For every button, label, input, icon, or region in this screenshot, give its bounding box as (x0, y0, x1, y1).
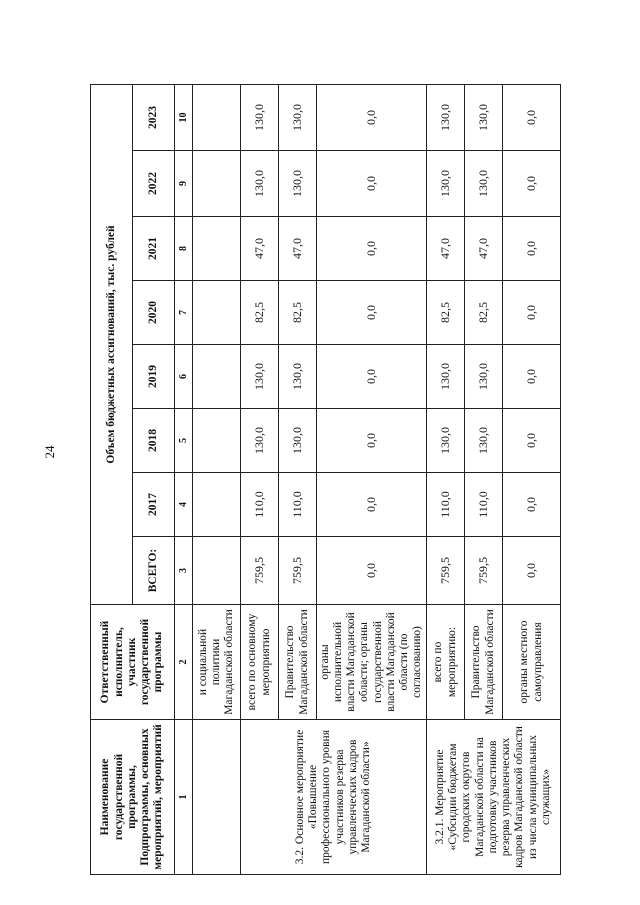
column-number: 7 (175, 281, 193, 345)
executor-cell: органы местного самоуправления (503, 605, 561, 720)
value-cell: 0,0 (317, 217, 427, 281)
year-header: 2018 (133, 409, 175, 473)
column-number: 3 (175, 537, 193, 605)
value-cell: 130,0 (241, 151, 279, 217)
table-row (193, 85, 241, 875)
value-cell: 0,0 (503, 217, 561, 281)
year-header: 2020 (133, 281, 175, 345)
value-cell (193, 473, 241, 537)
value-cell: 110,0 (241, 473, 279, 537)
value-cell: 130,0 (465, 409, 503, 473)
value-cell: 0,0 (503, 537, 561, 605)
executor-cell: и социальной политики Магаданской области (193, 605, 241, 720)
value-cell (193, 537, 241, 605)
year-header: 2017 (133, 473, 175, 537)
value-cell: 0,0 (503, 281, 561, 345)
value-cell: 0,0 (317, 151, 427, 217)
page-number: 24 (42, 445, 57, 459)
value-cell: 130,0 (241, 345, 279, 409)
value-cell (193, 281, 241, 345)
value-cell: 130,0 (427, 85, 465, 151)
executor-column-header: Ответственный исполнитель, участник государственной программы (91, 605, 175, 720)
value-cell (193, 151, 241, 217)
value-cell: 82,5 (427, 281, 465, 345)
name-column-header: Наименование государственной программы, Подпрограммы, основных мероприятий, мероприятий (91, 720, 175, 875)
header-row (91, 85, 133, 875)
table-row (241, 85, 279, 875)
value-cell: 47,0 (241, 217, 279, 281)
value-cell: 130,0 (427, 345, 465, 409)
value-cell: 0,0 (503, 473, 561, 537)
value-cell: 759,5 (279, 537, 317, 605)
value-cell: 130,0 (465, 151, 503, 217)
value-cell: 130,0 (279, 151, 317, 217)
rotated-table-container (90, 85, 560, 875)
year-header: 2021 (133, 217, 175, 281)
value-cell: 110,0 (465, 473, 503, 537)
value-cell: 47,0 (279, 217, 317, 281)
value-cell: 0,0 (503, 151, 561, 217)
value-cell: 130,0 (279, 409, 317, 473)
value-cell: 130,0 (427, 151, 465, 217)
budget-group-header: Объем бюджетных ассигнований, тыс. рублей (91, 85, 133, 605)
value-cell (193, 345, 241, 409)
value-cell: 130,0 (427, 409, 465, 473)
executor-cell: Правительство Магаданской области (465, 605, 503, 720)
value-cell: 130,0 (241, 85, 279, 151)
value-cell: 47,0 (465, 217, 503, 281)
column-number: 10 (175, 85, 193, 151)
value-cell: 0,0 (317, 537, 427, 605)
value-cell: 130,0 (279, 345, 317, 409)
value-cell: 0,0 (503, 409, 561, 473)
value-cell: 0,0 (317, 281, 427, 345)
value-cell (193, 85, 241, 151)
value-cell: 47,0 (427, 217, 465, 281)
value-cell: 0,0 (503, 85, 561, 151)
column-number: 9 (175, 151, 193, 217)
column-number-row (175, 85, 193, 875)
value-cell: 82,5 (465, 281, 503, 345)
value-cell: 130,0 (465, 345, 503, 409)
value-cell: 0,0 (317, 345, 427, 409)
value-cell: 759,5 (465, 537, 503, 605)
column-number: 4 (175, 473, 193, 537)
table-row (427, 85, 465, 875)
value-cell: 110,0 (279, 473, 317, 537)
budget-table (90, 84, 561, 875)
name-cell-empty (193, 720, 241, 875)
value-cell: 0,0 (317, 85, 427, 151)
column-number: 8 (175, 217, 193, 281)
value-cell: 759,5 (241, 537, 279, 605)
value-cell: 0,0 (317, 473, 427, 537)
executor-cell: всего по основному мероприятию (241, 605, 279, 720)
year-header: 2022 (133, 151, 175, 217)
executor-cell: Правительство Магаданской области (279, 605, 317, 720)
column-number: 2 (175, 605, 193, 720)
value-cell: 759,5 (427, 537, 465, 605)
value-cell: 130,0 (465, 85, 503, 151)
value-cell: 110,0 (427, 473, 465, 537)
executor-cell: органы исполнительной власти Магаданской области; органы государственной власти Магаданской области (по согласованию) (317, 605, 427, 720)
executor-cell: всего по мероприятию: (427, 605, 465, 720)
value-cell: 0,0 (317, 409, 427, 473)
value-cell (193, 409, 241, 473)
activity-name: 3.2.1. Мероприятие «Субсидии бюджетам городских округов Магаданской области на подготовку участников резерва управленческих кадров Магаданской области из числа муниципальных служащих» (427, 720, 561, 875)
value-cell: 0,0 (503, 345, 561, 409)
column-number: 5 (175, 409, 193, 473)
value-cell: 130,0 (279, 85, 317, 151)
year-header: 2019 (133, 345, 175, 409)
value-cell: 130,0 (241, 409, 279, 473)
column-number: 6 (175, 345, 193, 409)
value-cell: 82,5 (241, 281, 279, 345)
main-activity-name: 3.2. Основное мероприятие «Повышение профессионального уровня участников резерва управленческих кадров Магаданской области» (241, 720, 427, 875)
year-header: 2023 (133, 85, 175, 151)
value-cell (193, 217, 241, 281)
value-cell: 82,5 (279, 281, 317, 345)
column-number: 1 (175, 720, 193, 875)
total-column-header: ВСЕГО: (133, 537, 175, 605)
